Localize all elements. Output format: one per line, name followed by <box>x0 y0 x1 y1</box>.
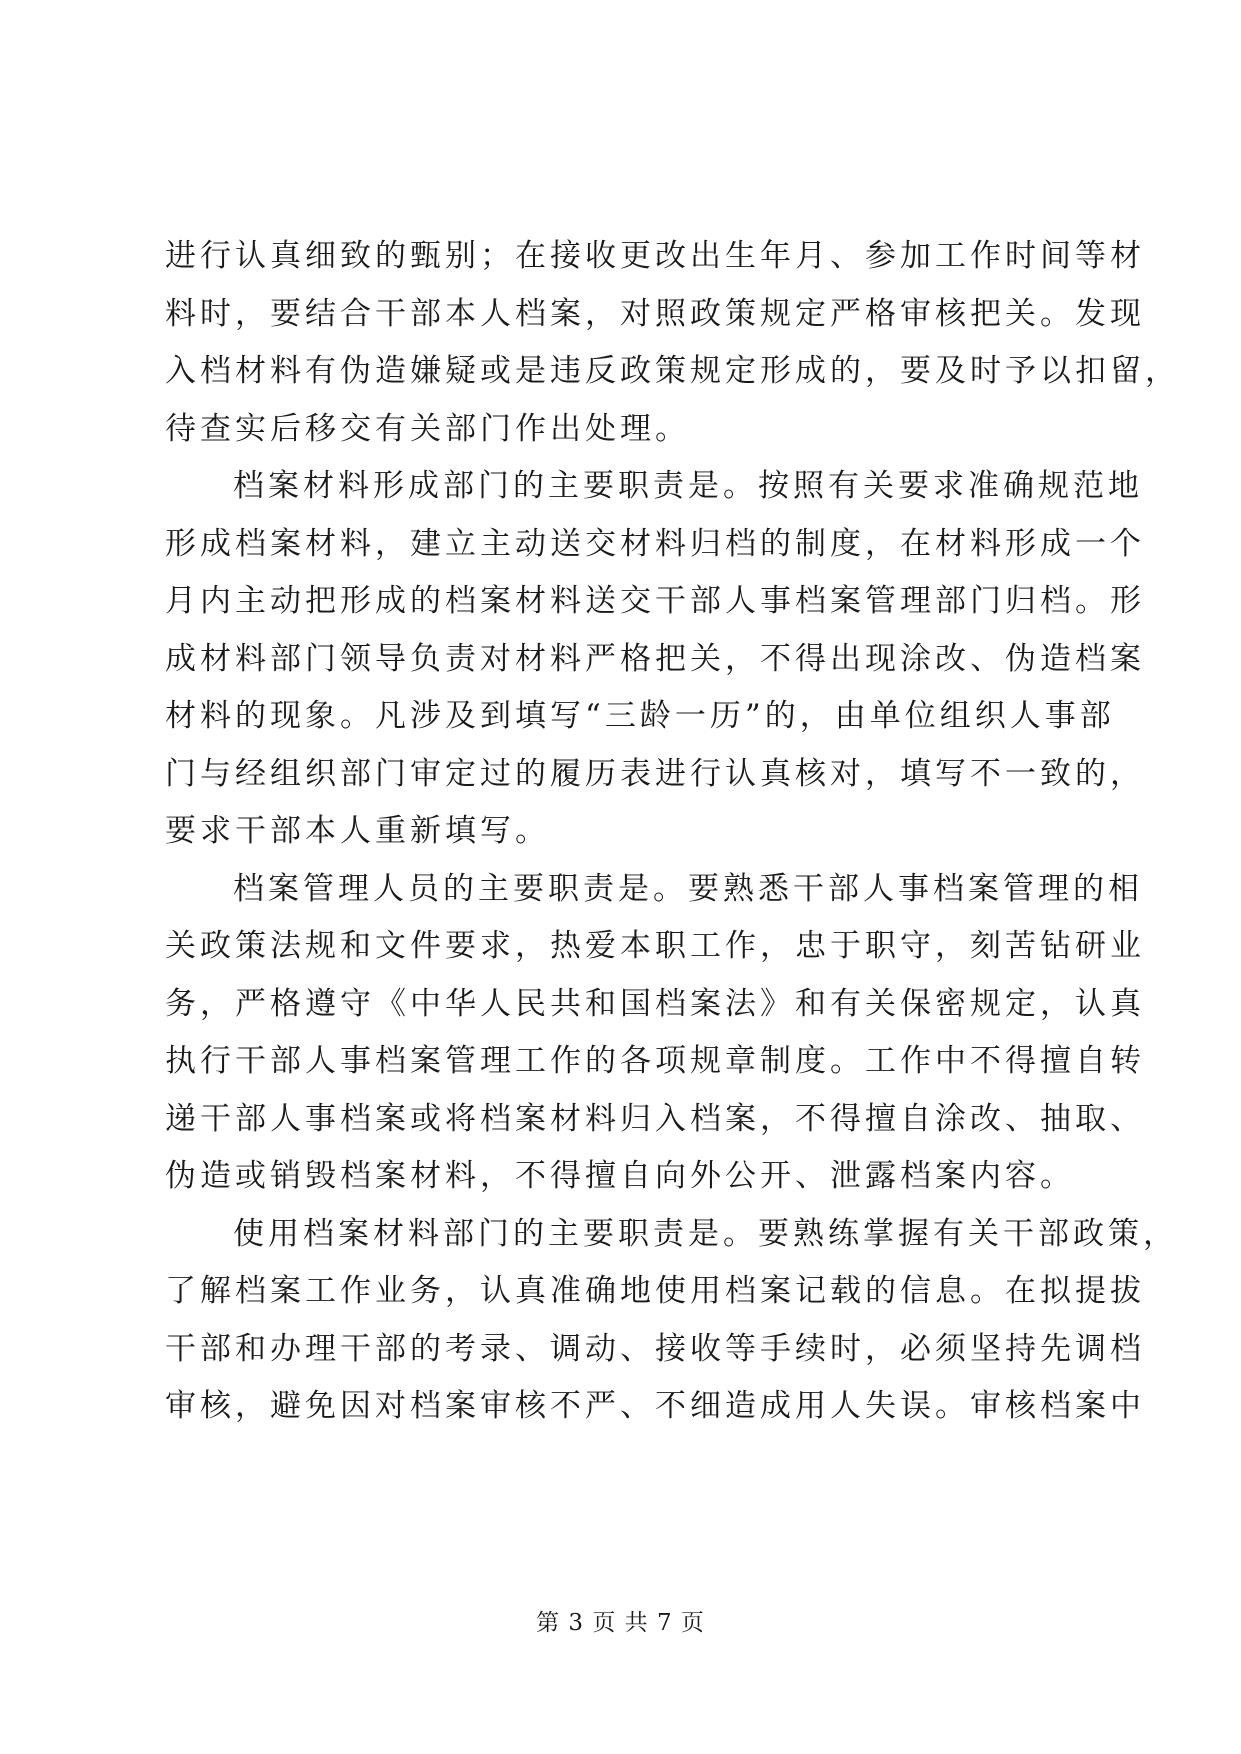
text-line: 材料的现象。凡涉及到填写“三龄一历”的，由单位组织人事部 <box>165 698 1115 734</box>
text-line: 了解档案工作业务，认真准确地使用档案记载的信息。在拟提拔 <box>165 1273 1145 1309</box>
text-line: 料时，要结合干部本人档案，对照政策规定严格审核把关。发现 <box>165 295 1145 332</box>
text-line: 使用档案材料部门的主要职责是。要熟练掌握有关干部政策， <box>233 1215 1178 1252</box>
page-footer: 第 3 页 共 7 页 <box>536 1610 705 1636</box>
text-line: 伪造或销毁档案材料，不得擅自向外公开、泄露档案内容。 <box>165 1158 1075 1194</box>
text-line: 务，严格遵守《中华人民共和国档案法》和有关保密规定，认真 <box>165 985 1145 1022</box>
text-line: 审核，避免因对档案审核不严、不细造成用人失误。审核档案中 <box>165 1388 1145 1424</box>
text-line: 要求干部本人重新填写。 <box>165 813 550 849</box>
text-line: 月内主动把形成的档案材料送交干部人事档案管理部门归档。形 <box>165 583 1145 619</box>
text-line: 形成档案材料，建立主动送交材料归档的制度，在材料形成一个 <box>165 525 1145 562</box>
text-line: 干部和办理干部的考录、调动、接收等手续时，必须坚持先调档 <box>165 1330 1145 1367</box>
text-line: 待查实后移交有关部门作出处理。 <box>165 410 690 447</box>
text-line: 成材料部门领导负责对材料严格把关，不得出现涂改、伪造档案 <box>165 640 1145 677</box>
text-line: 进行认真细致的甄别；在接收更改出生年月、参加工作时间等材 <box>165 238 1145 274</box>
text-line: 入档材料有伪造嫌疑或是违反政策规定形成的，要及时予以扣留， <box>165 353 1180 389</box>
text-line: 执行干部人事档案管理工作的各项规章制度。工作中不得擅自转 <box>165 1043 1145 1079</box>
text-line: 门与经组织部门审定过的履历表进行认真核对，填写不一致的， <box>165 755 1145 792</box>
text-line: 档案材料形成部门的主要职责是。按照有关要求准确规范地 <box>233 468 1143 504</box>
text-line: 关政策法规和文件要求，热爱本职工作，忠于职守，刻苦钻研业 <box>165 928 1145 964</box>
text-line: 递干部人事档案或将档案材料归入档案，不得擅自涂改、抽取、 <box>165 1100 1145 1137</box>
text-line: 档案管理人员的主要职责是。要熟悉干部人事档案管理的相 <box>233 870 1143 907</box>
document-body <box>165 228 1180 1436</box>
